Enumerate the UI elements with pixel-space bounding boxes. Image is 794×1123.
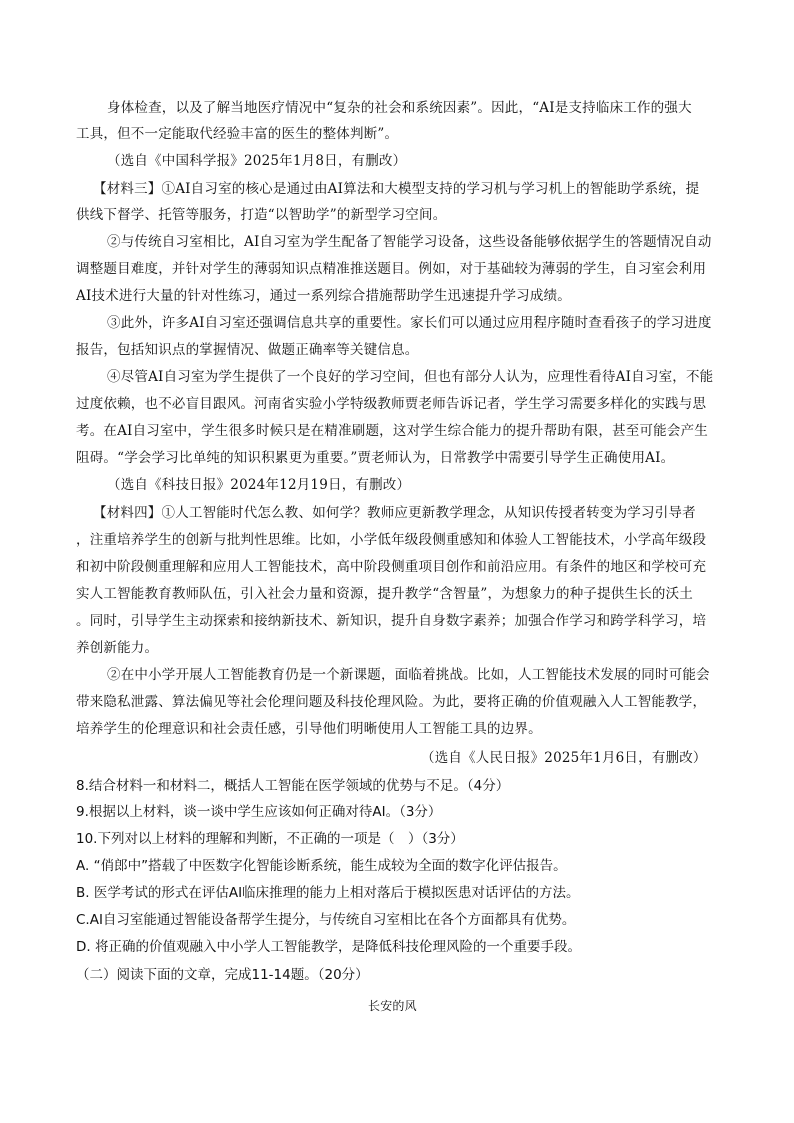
question-10-option-a: A. “俏郎中”搭载了中医数字化智能诊断系统，能生成较为全面的数字化评估报告。 (76, 858, 567, 874)
article-title: 长安的风 (368, 999, 417, 1013)
material4-p1-line-1: 【材料四】①人工智能时代怎么教、如何学？教师应更新教学理念，从知识传授者转变为学习引导者 (93, 505, 696, 521)
material4-p2-line-3: 培养学生的伦理意识和社会责任感，引导他们明晰使用人工智能工具的边界。 (76, 721, 542, 737)
material3-p1-line-2: 供线下督学、托管等服务，打造“以智助学”的新型学习空间。 (76, 207, 447, 223)
material3-source: （选自《科技日报》2024年12月19日，有删改） (107, 477, 411, 493)
material4-p1-line-2: ，注重培养学生的创新与批判性思维。比如，小学低年级段侧重感知和体验人工智能技术，小学高年级段 (76, 532, 707, 548)
material3-p2-line-3: AI技术进行大量的针对性练习，通过一系列综合措施帮助学生迅速提升学习成绩。 (76, 288, 571, 304)
material4-p1-line-3: 和初中阶段侧重理解和应用人工智能技术，高中阶段侧重项目创作和前沿应用。有条件的地区和学校可充 (76, 559, 707, 575)
material3-p2-line-2: 调整题目难度，并针对学生的薄弱知识点精准推送题目。例如，对于基础较为薄弱的学生，自习室会利用 (76, 261, 707, 277)
material4-p2-line-2: 带来隐私泄露、算法偏见等社会伦理问题及科技伦理风险。为此，要将正确的价值观融入人工智能教学， (76, 694, 707, 710)
section-2-heading: （二）阅读下面的文章，完成11-14题。（20分） (76, 967, 369, 983)
material4-p1-line-4: 实人工智能教育教师队伍，引入社会力量和资源，提升教学“含智量”，为想象力的种子提供生长的沃土 (76, 586, 694, 602)
material4-p2-line-1: ②在中小学开展人工智能教育仍是一个新课题，面临着挑战。比如，人工智能技术发展的同时可能会 (107, 667, 710, 683)
question-10: 10.下列对以上材料的理解和判断，不正确的一项是（ ）（3分） (76, 831, 464, 847)
material3-p2-line-1: ②与传统自习室相比，AI自习室为学生配备了智能学习设备，这些设备能够依据学生的答题情况自动 (107, 234, 712, 250)
material2-line-1: 身体检查，以及了解当地医疗情况中“复杂的社会和系统因素”。因此，“AI是支持临床工作的强大 (107, 100, 692, 116)
material4-p1-line-5: 。同时，引导学生主动探索和接纳新技术、新知识，提升自身数字素养；加强合作学习和跨学科学习，培 (76, 613, 707, 629)
material3-p4-line-4: 阻碍。“学会学习比单纯的知识积累更为重要。”贾老师认为，日常教学中需要引导学生正确使用AI。 (76, 450, 675, 466)
material3-p4-line-3: 考。在AI自习室中，学生很多时候只是在精准刷题，这对学生综合能力的提升帮助有限，甚至可能会产生 (76, 423, 708, 439)
material3-p4-line-2: 过度依赖，也不必盲目跟风。河南省实验小学特级教师贾老师告诉记者，学生学习需要多样化的实践与思 (76, 396, 707, 412)
question-9: 9.根据以上材料，谈一谈中学生应该如何正确对待AI。（3分） (76, 804, 442, 820)
question-8: 8.结合材料一和材料二，概括人工智能在医学领域的优势与不足。（4分） (76, 778, 510, 794)
material3-p3-line-1: ③此外，许多AI自习室还强调信息共享的重要性。家长们可以通过应用程序随时查看孩子的学习进度 (107, 315, 712, 331)
material2-line-2: 工具，但不一定能取代经验丰富的医生的整体判断”。 (76, 126, 399, 142)
material4-p1-line-6: 养创新能力。 (76, 640, 159, 656)
question-10-option-c: C.AI自习室能通过智能设备帮学生提分，与传统自习室相比在各个方面都具有优势。 (76, 912, 576, 928)
material4-source: （选自《人民日报》2025年1月6日，有删改） (421, 750, 707, 766)
question-10-option-b: B. 医学考试的形式在评估AI临床推理的能力上相对落后于模拟医患对话评估的方法。 (76, 885, 580, 901)
material3-p3-line-2: 报告，包括知识点的掌握情况、做题正确率等关键信息。 (76, 342, 419, 358)
material2-source: （选自《中国科学报》2025年1月8日，有删改） (107, 153, 407, 169)
material3-p4-line-1: ④尽管AI自习室为学生提供了一个良好的学习空间，但也有部分人认为，应理性看待AI自习室，不能 (107, 369, 714, 385)
question-10-option-d: D. 将正确的价值观融入中小学人工智能教学，是降低科技伦理风险的一个重要手段。 (76, 939, 581, 955)
material3-p1-line-1: 【材料三】①AI自习室的核心是通过由AI算法和大模型支持的学习机与学习机上的智能助学系统，提 (93, 181, 700, 197)
